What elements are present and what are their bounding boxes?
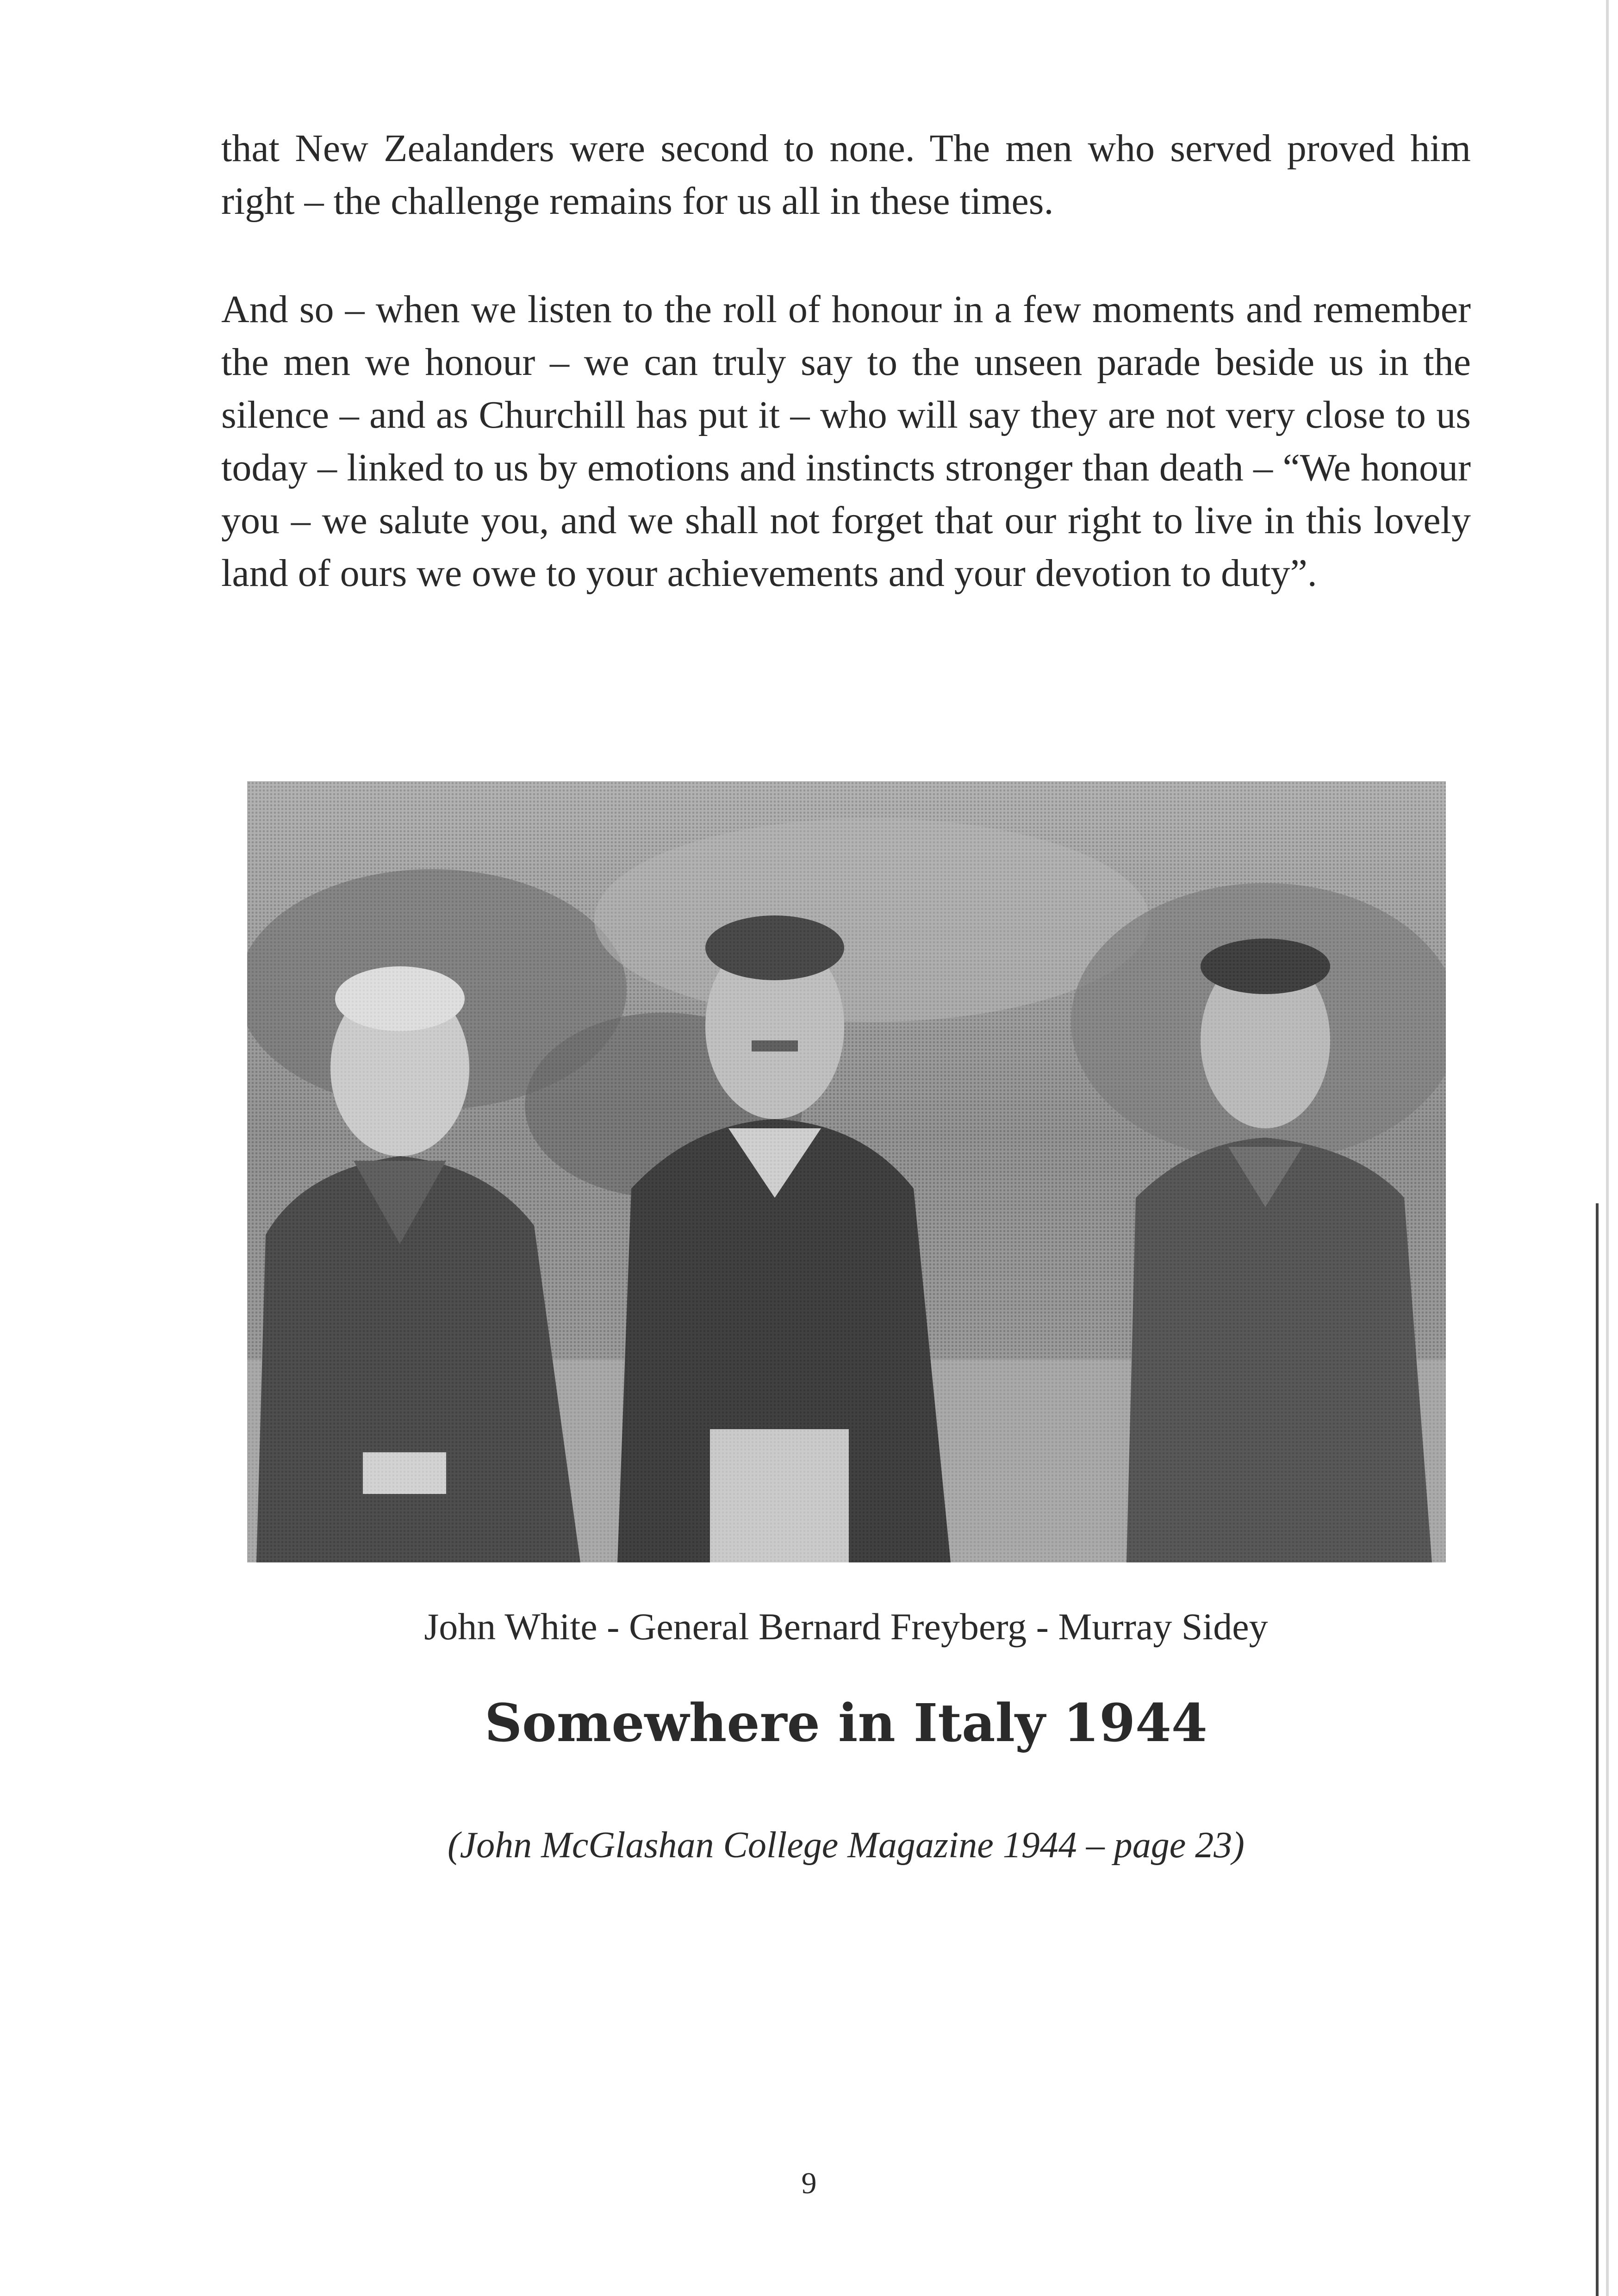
paragraph-2: And so – when we listen to the roll of honour in a few moments and remember the men we honour – we can truly say to the unseen parade beside us in the silence – and as Churchill has put it – who will say they are not very close to us today – linked to us by emotions and instincts stronger than death – “We honour you – we salute you, and we shall not forget that our right to live in this lovely land of ours we owe to your achievements and your devotion to duty”. [221,288,1471,595]
soldiers-photograph [247,781,1446,1562]
page-number: 9 [801,2166,817,2200]
photo-caption-title: Somewhere in Italy 1944 [485,1693,1207,1754]
paragraph-1: that New Zealanders were second to none. The men who served proved him right – the challenge remains for us all in these times. [221,127,1471,223]
photo-caption-source: (John McGlashan College Magazine 1944 – page 23) [448,1825,1245,1866]
page-edge [1606,0,1609,2296]
page-edge-shadow [1596,1203,1599,2296]
photo-caption-names: John White - General Bernard Freyberg - Murray Sidey [424,1605,1268,1648]
photo-image [247,781,1446,1562]
